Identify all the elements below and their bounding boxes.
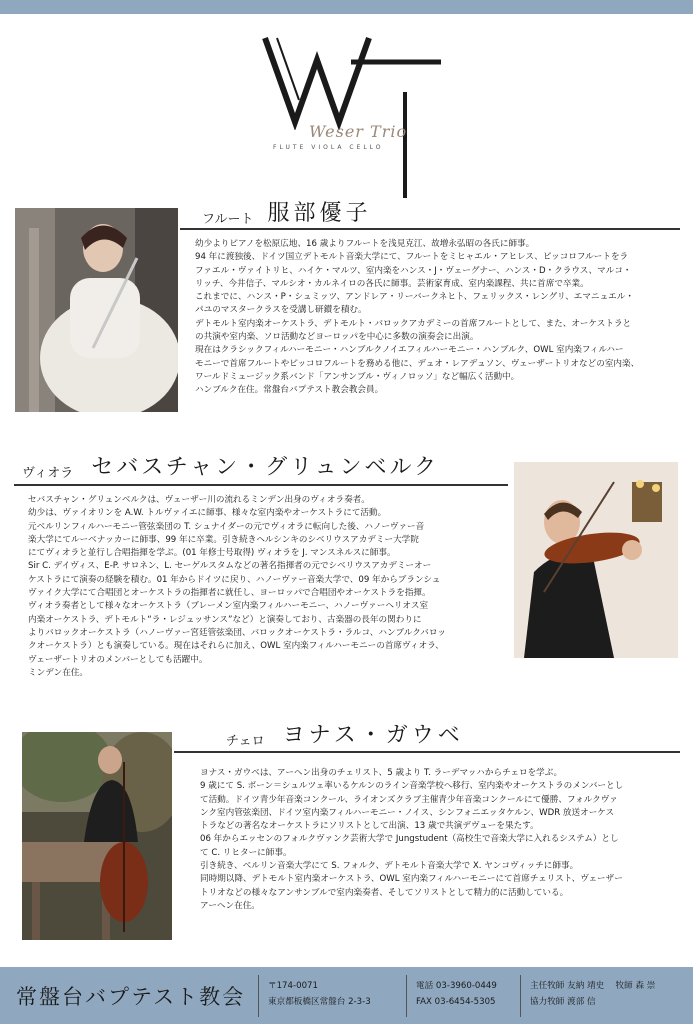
bio-line: 現在はクラシックフィルハーモニー・ハンブルクノイエフィルハーモニー・ハンブルク、OWL 室内楽フィルハー	[195, 345, 624, 356]
weser-trio-logo	[255, 30, 445, 170]
bio-line: トラなどの著名なオーケストラにソリストとして出演、13 歳で共演デヴューを果たす。	[200, 821, 539, 832]
flute-photo	[15, 208, 178, 412]
flute-bio	[195, 238, 687, 398]
bio-line: モニーで首席フルートやピッコロフルートを務める他に、デュオ・レアデュソン、ヴェーザートリオなどの室内楽、	[195, 358, 640, 369]
bio-line: 内楽オーケストラ、デトモルト“ラ・レジュッサンス”など）と演奏しており、古楽器の長年の関わりに	[28, 614, 422, 625]
postal-code: 〒174-0071	[268, 981, 318, 991]
viola-name: セバスチャン・グリュンベルク	[91, 455, 440, 480]
bio-line: ワールドミュージック系バンド「アンサンブル・ヴィノロッソ」など幅広く活動中。	[195, 371, 520, 382]
bio-line: て C. リヒターに師事。	[200, 847, 292, 858]
bio-line: ケストラにて演奏の経験を積む。01 年からドイツに戻り、ハノーヴァー音楽大学で、09 年からブランシュ	[28, 574, 441, 585]
viola-bio	[28, 494, 510, 680]
footer-address	[268, 978, 371, 1010]
bio-line: 元ベルリンフィルハーモニー管弦楽団の T. シュナイダーの元でヴィオラに転向した後、ハノーヴァー音	[28, 521, 425, 532]
bio-line: ンク室内管弦楽団、ドイツ室内楽フィルハーモニー・ノイス、シンフォニエッタケルン、WDR 放送オーケス	[200, 807, 615, 818]
flute-heading	[202, 196, 372, 227]
church-name: 常盤台バプテスト教会	[16, 985, 246, 1009]
bio-line: これまでに、ハンス・P・シュミッツ、アンドレア・リーバークネヒト、フェリックス・レングリ、エマニュエル・	[195, 292, 634, 303]
bio-line: クオーケストラ）とも演奏している。現在はそれらに加え、OWL 室内楽フィルハーモニーの首席ヴィオラ、	[28, 641, 444, 652]
bio-line: ヴェーザートリオのメンバーとしても活躍中。	[28, 654, 208, 665]
flute-rule	[180, 228, 680, 230]
bio-line: よりバロックオーケストラ（ハノーヴァー宮廷管弦楽団、バロックオーケストラ・ラルコ、ハンブルクバロッ	[28, 627, 446, 638]
coop-pastor-line: 協力牧師 渡部 信	[530, 997, 596, 1007]
bio-line: パユのマスタークラスを受講し研鑚を積む。	[195, 305, 367, 316]
viola-heading	[22, 450, 439, 481]
bio-line: 9 歳にて S. ボーン＝シュルツェ率いるケルンのライン音楽学校へ移行、室内楽やオーケストラのメンバーとし	[200, 781, 624, 792]
bio-line: アーヘン在住。	[200, 900, 260, 911]
flute-role: フルート	[202, 212, 254, 227]
bio-line: Sir C. デイヴィス、E-P. サロネン、L. セーゲルスタムなどの著名指揮者の元でシベリウスアカデミーオー	[28, 561, 432, 572]
bio-line: 06 年からエッセンのフォルクヴァンク芸術大学で Jungstudent（高校生で音楽大学に入れるシステム）とし	[200, 834, 619, 845]
street-address: 東京都板橋区常盤台 2-3-3	[268, 997, 371, 1007]
bio-line: 楽大学にてルーベナッカーに師事、99 年に卒業。引き続きヘルシンキのシベリウスアカデミー大学院	[28, 534, 419, 545]
footer-divider	[406, 975, 407, 1017]
viola-role: ヴィオラ	[22, 466, 74, 481]
bio-line: セバスチャン・グリュンベルクは、ヴェーザー川の流れるミンデン出身のヴィオラ奏者。	[28, 495, 370, 505]
bio-line: ヴィオラ奏者として様々なオーケストラ（ブレーメン室内楽フィルハーモニー、ハノーヴァーヘリオス室	[28, 601, 429, 612]
footer-contact	[416, 978, 497, 1010]
phone-number: 電話 03-3960-0449	[416, 981, 497, 991]
bio-line: ミンデン在住。	[28, 667, 88, 678]
bio-line: リッチ、今井信子、マルシオ・カルネイロの各氏に師事。芸術家育成、室内楽課程、共に首席で卒業。	[195, 278, 589, 289]
viola-rule	[14, 484, 508, 486]
bio-line: 引き続き、ベルリン音楽大学にて S. フォルク、デトモルト音楽大学で X. ヤンコヴィッチに師事。	[200, 861, 579, 872]
footer-band	[0, 967, 693, 1024]
wt-monogram-icon	[255, 30, 445, 130]
fax-number: FAX 03-6454-5305	[416, 997, 496, 1007]
viola-photo	[514, 462, 678, 658]
cello-heading	[226, 718, 464, 749]
logo-t-stem	[403, 92, 407, 198]
logo-subtitle: FLUTE VIOLA CELLO	[273, 144, 384, 151]
bio-line: ファエル・ヴァイトリヒ、ハイケ・マルツ、室内楽をハンス・J・ヴェーグナー、ハンス・D・クラウス、マルコ・	[195, 265, 632, 276]
pastor-line: 主任牧師 友納 靖史 牧師 森 崇	[530, 981, 656, 991]
bio-line: て活動。ドイツ青少年音楽コンクール、ライオンズクラブ主催青少年音楽コンクールにて優勝、フォルクヴァ	[200, 794, 618, 805]
cello-photo	[22, 732, 172, 940]
cello-role: チェロ	[226, 734, 265, 749]
bio-line: にてヴィオラと並行し合唱指揮を学ぶ。(01 年修士号取得) ヴィオラを J. マンスネルスに師事。	[28, 548, 396, 559]
bio-line: 同時期以降、デトモルト室内楽オーケストラ、OWL 室内楽フィルハーモニーにて首席チェリスト、ヴェーザー	[200, 874, 623, 885]
bio-line: トリオなどの様々なアンサンブルで室内楽奏者、そしてソリストとして精力的に活動している。	[200, 887, 569, 898]
bio-line: ヨナス・ガウベは、アーヘン出身のチェリスト、5 歳より T. ラーデマッハからチェロを学ぶ。	[200, 768, 563, 778]
cello-rule	[174, 751, 680, 753]
bio-line: の共演や室内楽、ソロ活動などヨーロッパを中心に多数の演奏会に出演。	[195, 332, 479, 343]
footer-divider	[258, 975, 259, 1017]
footer-pastors	[530, 978, 655, 1010]
bio-line: ヴァイク大学にて合唱団とオーケストラの指揮者に就任し、ヨーロッパで合唱団やオーケストラを指揮。	[28, 588, 431, 599]
cello-name: ヨナス・ガウベ	[282, 723, 464, 748]
cello-bio	[200, 767, 688, 913]
bio-line: デトモルト室内楽オーケストラ、デトモルト・バロックアカデミーの首席フルートとして、また、オーケストラと	[195, 318, 632, 329]
bio-line: 幼少よりピアノを松原広地、16 歳よりフルートを浅見克江、故増永弘昭の各氏に師事。	[195, 239, 535, 249]
flute-name: 服部優子	[267, 201, 372, 226]
bio-line: 94 年に渡独後、ドイツ国立デトモルト音楽大学にて、フルートをミヒャエル・アヒレス、ピッコロフルートをラ	[195, 252, 629, 263]
bio-line: 幼少は、ヴァイオリンを A.W. トルヴァイエに師事、様々な室内楽やオーケストラにて活動。	[28, 508, 387, 519]
top-band	[0, 0, 693, 14]
footer-divider	[520, 975, 521, 1017]
logo-script-text: Weser Trio	[309, 122, 408, 141]
bio-line: ハンブルク在住。常盤台バプテスト教会教会員。	[195, 385, 384, 396]
